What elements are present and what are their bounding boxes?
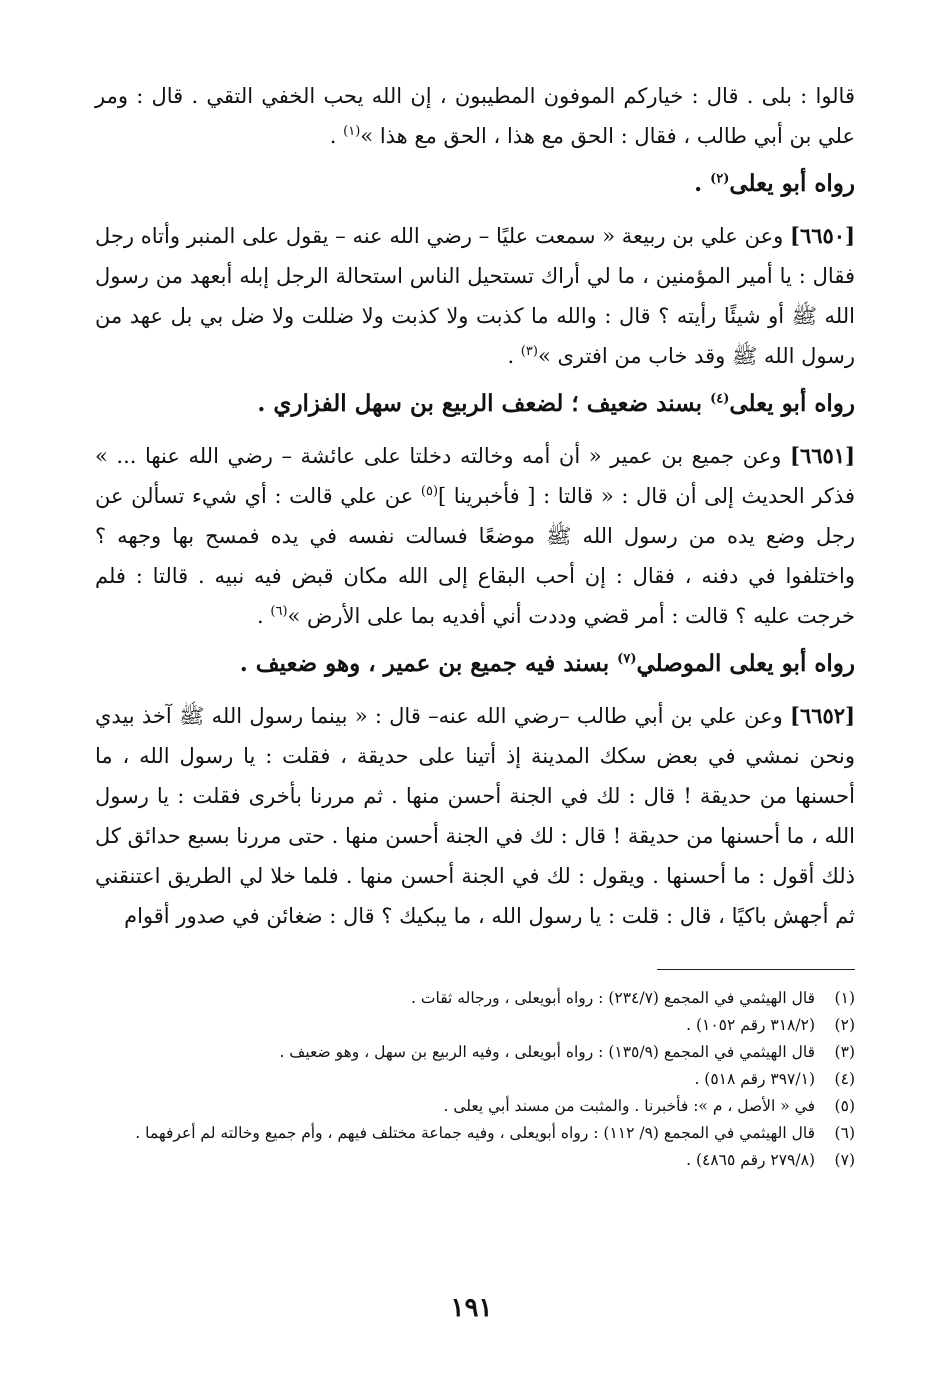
hadith-6652: [٦٦٥٢] وعن علي بن أبي طالب –رضي الله عنه– قال : « بينما رسول الله ﷺ آخذ بيدي ونحن نمشي في بعض سكك المدينة إذ أتينا على حديقة ، فقلت : يا رسول الله ، ما أحسنها من حديقة ! قال : لك في الجنة أحسن منها . ثم مررنا بأخرى فقلت : يا رسول الله ، ما أحسنها من حديقة ! قال : لك في الجنة أحسن منها . حتى مررنا بسبع حدائق كل ذلك أقول : ما أحسنها . ويقول : لك في الجنة أحسن منها . فلما خلا لي الطريق اعتنقني ثم أجهش باكيًا ، قال : قلت : يا رسول الله ، ما يبكيك ؟ قال : ضغائن في صدور أقوام: [95, 703, 855, 928]
hadith-number: [٦٦٥٠]: [790, 223, 855, 248]
footnote-separator: [657, 969, 855, 970]
footnote-ref[interactable]: (٣): [520, 344, 538, 359]
footnote-6: (٦) قال الهيثمي في المجمع (٩/ ١١٢) : رواه أبويعلى ، وفيه جماعة مختلف فيهم ، وأم جميع وخالته لم أعرفهما .: [135, 1124, 855, 1142]
narration-grading: رواه أبو يعلى الموصلي$^{(٧)}$ بسند فيه جميع بن عمير ، وهو ضعيف .: [239, 650, 855, 677]
footnote-ref[interactable]: (٧): [617, 651, 637, 667]
footnote-ref[interactable]: (٢): [710, 171, 730, 187]
narration-grading: رواه أبو يعلى$^{(٢)}$ .: [694, 170, 855, 197]
hadith-number: [٦٦٥٢]: [790, 703, 855, 728]
footnote-ref[interactable]: (١): [343, 124, 361, 139]
footnote-3: (٣) قال الهيثمي في المجمع (١٣٥/٩) : رواه أبويعلى ، وفيه الربيع بن سهل ، وهو ضعيف .: [279, 1043, 855, 1061]
footnote-1: (١) قال الهيثمي في المجمع (٢٣٤/٧) : رواه أبويعلى ، ورجاله ثقات .: [411, 989, 855, 1007]
footnote-ref[interactable]: (٥): [420, 484, 439, 499]
footnote-ref[interactable]: (٤): [710, 391, 730, 407]
footnote-2: (٢) (٣١٨/٢ رقم ١٠٥٢) .: [686, 1016, 855, 1034]
hadith-6650: [٦٦٥٠] وعن علي بن ربيعة « سمعت عليًا – رضي الله عنه – يقول على المنبر وأتاه رجل فقال : يا أمير المؤمنين ، ما لي أراك تستحيل الناس استحالة الرجل إبله أبعهد من رسول الله ﷺ أو شيئًا رأيته ؟ قال : والله ما كذبت ولا كذبت ولا ضللت ولا ضل بي بل عهد من رسول الله ﷺ وقد خاب من افترى »$^{(٣)}$ .: [95, 223, 855, 368]
footnote-7: (٧) (٢٧٩/٨ رقم ٤٨٦٥) .: [686, 1151, 855, 1169]
paragraph-continuation: قالوا : بلى . قال : خيارکم الموفون المطيبون ، إن الله يحب الخفي التقي . قال : ومر علي بن أبي طالب ، فقال : الحق مع هذا ، الحق مع هذا »$^{(١)}$ .: [95, 84, 855, 148]
hadith-number: [٦٦٥١]: [790, 443, 855, 468]
footnote-ref[interactable]: (٦): [270, 604, 288, 619]
main-text: [95, 76, 855, 942]
narration-grading: رواه أبو يعلى$^{(٤)}$ بسند ضعيف ؛ لضعف الربيع بن سهل الفزاري .: [257, 390, 855, 417]
footnotes: [95, 985, 855, 1174]
footnote-5: (٥) في « الأصل ، م »: فأخبرنا . والمثبت من مسند أبي يعلى .: [443, 1097, 855, 1115]
footnote-4: (٤) (٣٩٧/١ رقم ٥١٨) .: [694, 1070, 855, 1088]
hadith-6651: [٦٦٥١] وعن جميع بن عمير « أن أمه وخالته دخلتا على عائشة – رضي الله عنها ... » فذكر الحديث إلى أن قال : « قالتا : [ فأخبرينا ]$^{(٥)}$ عن علي قالت : أي شيء تسألن عن رجل وضع يده من رسول الله ﷺ موضعًا فسالت نفسه في يده فمسح بها وجهه ؟ واختلفوا في دفنه ، فقال : إن أحب البقاع إلى الله مكان قبض فيه نبيه . قالتا : فلم خرجت عليه ؟ قالت : أمر قضي وددت أني أفديه بما على الأرض »$^{(٦)}$ .: [95, 443, 855, 628]
page-number: ١٩١: [450, 1293, 493, 1323]
